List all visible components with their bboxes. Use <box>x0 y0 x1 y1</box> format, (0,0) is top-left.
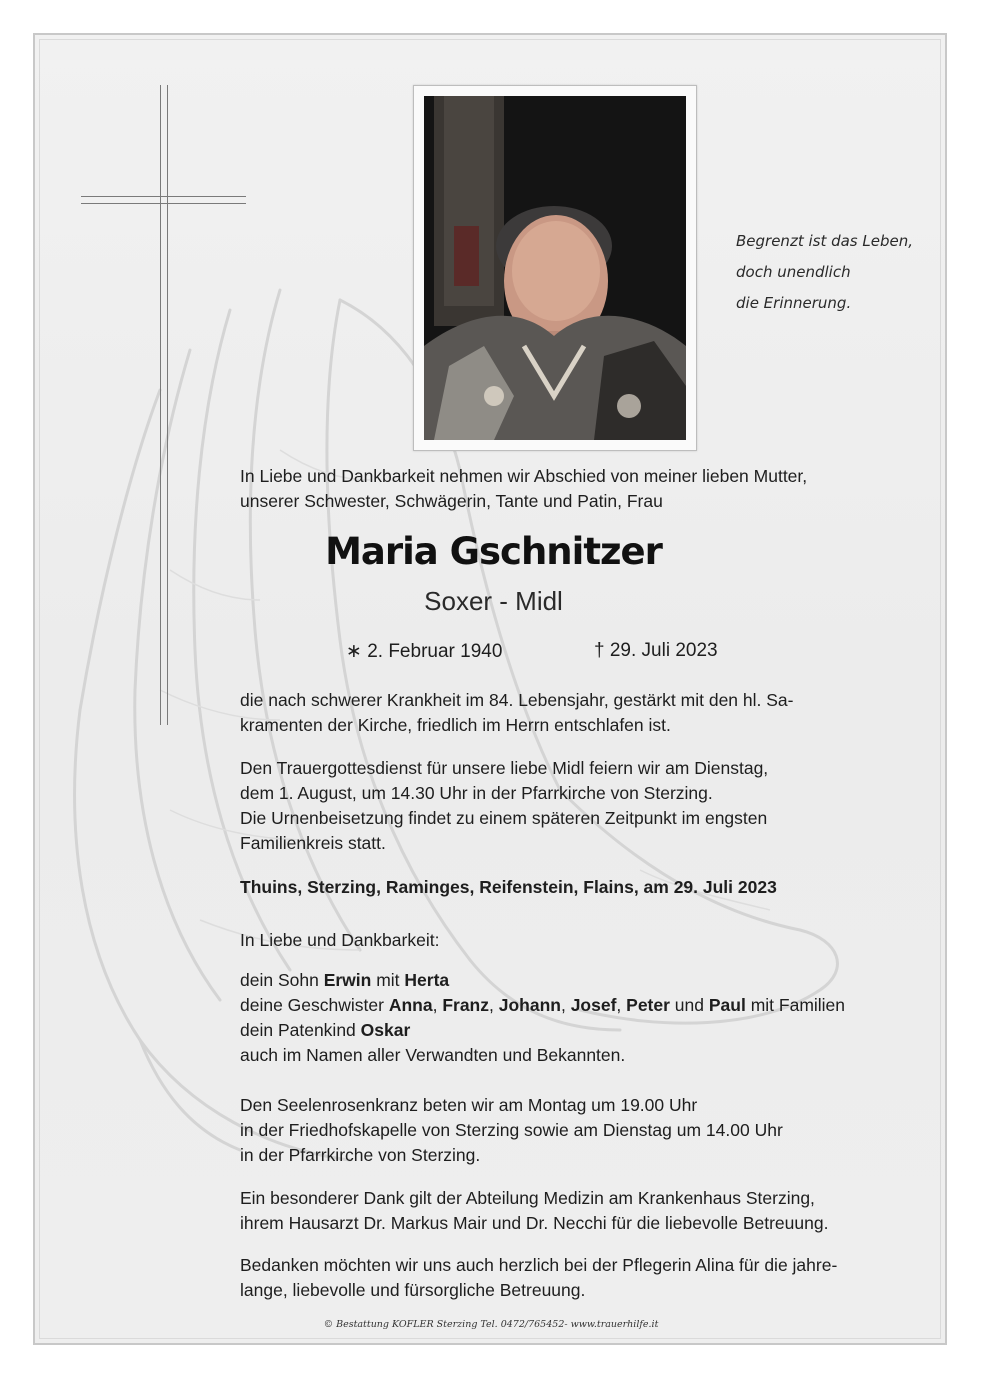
service-line: Familienkreis statt. <box>240 833 386 853</box>
mourners-list <box>240 928 920 1068</box>
sibling-name: Peter <box>626 995 670 1015</box>
mourners-heading: In Liebe und Dankbarkeit: <box>240 930 440 950</box>
rosary-text <box>240 1093 920 1168</box>
sibling-name: Johann <box>498 995 561 1015</box>
memorial-quote <box>736 226 936 319</box>
sibling-name: Paul <box>708 995 746 1015</box>
service-text <box>240 756 920 856</box>
service-line: Den Trauergottesdienst für unsere liebe Midl feiern wir am Dienstag, <box>240 758 769 778</box>
separator: , <box>616 995 627 1015</box>
son-partner-name: Herta <box>404 970 450 990</box>
cross-vertical-line <box>167 85 168 725</box>
thanks-hospital-text <box>240 1186 920 1236</box>
intro-text <box>240 464 920 514</box>
intro-line: In Liebe und Dankbarkeit nehmen wir Abschied von meiner lieben Mutter, <box>240 466 808 486</box>
rosary-line: in der Pfarrkirche von Sterzing. <box>240 1145 481 1165</box>
service-line: dem 1. August, um 14.30 Uhr in der Pfarrkirche von Sterzing. <box>240 783 713 803</box>
rosary-line: Den Seelenrosenkranz beten wir am Montag um 19.00 Uhr <box>240 1095 698 1115</box>
thanks-line: Bedanken möchten wir uns auch herzlich bei der Pflegerin Alina für die jahre- <box>240 1255 838 1275</box>
deceased-name: Maria Gschnitzer <box>325 530 662 573</box>
sibling-name: Josef <box>570 995 617 1015</box>
conjunction: mit <box>371 970 405 990</box>
separator: , <box>432 995 443 1015</box>
son-name: Erwin <box>323 970 372 990</box>
son-prefix: dein Sohn <box>240 970 324 990</box>
deceased-nickname: Soxer - Midl <box>424 586 563 616</box>
rosary-line: in der Friedhofskapelle von Sterzing sowie am Dienstag um 14.00 Uhr <box>240 1120 783 1140</box>
godchild-name: Oskar <box>360 1020 411 1040</box>
death-date: † 29. Juli 2023 <box>594 640 718 661</box>
separator: , <box>489 995 499 1015</box>
cross-vertical-line <box>160 85 161 725</box>
quote-line: Begrenzt ist das Leben, <box>736 232 914 250</box>
portrait-frame <box>413 85 697 451</box>
passing-line: die nach schwerer Krankheit im 84. Lebensjahr, gestärkt mit den hl. Sa- <box>240 690 794 710</box>
sibling-name: Anna <box>388 995 433 1015</box>
mourner-line-godchild <box>240 1018 920 1043</box>
funeral-home-footer: © Bestattung KOFLER Sterzing Tel. 0472/765452- www.trauerhilfe.it <box>323 1319 659 1330</box>
godchild-prefix: dein Patenkind <box>240 1020 361 1040</box>
quote-line: doch unendlich <box>736 263 851 281</box>
quote-line: die Erinnerung. <box>736 294 852 312</box>
passing-text <box>240 688 920 738</box>
sibling-name: Franz <box>442 995 489 1015</box>
mourner-line-siblings <box>240 993 920 1018</box>
thanks-caregiver-text <box>240 1253 920 1303</box>
place-and-date: Thuins, Sterzing, Raminges, Reifenstein, Flains, am 29. Juli 2023 <box>240 877 777 897</box>
separator: , <box>560 995 571 1015</box>
conjunction: und <box>669 995 709 1015</box>
cross-horizontal-line <box>81 203 246 204</box>
passing-line: kramenten der Kirche, friedlich im Herrn entschlafen ist. <box>240 715 671 735</box>
portrait-photo <box>424 96 686 440</box>
thanks-line: ihrem Hausarzt Dr. Markus Mair und Dr. Necchi für die liebevolle Betreuung. <box>240 1213 829 1233</box>
siblings-suffix: mit Familien <box>745 995 846 1015</box>
mourner-line-relatives: auch im Namen aller Verwandten und Bekannten. <box>240 1045 626 1065</box>
intro-line: unserer Schwester, Schwägerin, Tante und Patin, Frau <box>240 491 663 511</box>
siblings-prefix: deine Geschwister <box>240 995 389 1015</box>
cross-horizontal-line <box>81 196 246 197</box>
mourner-line-son <box>240 968 920 993</box>
birth-date: ∗ 2. Februar 1940 <box>346 641 503 662</box>
thanks-line: lange, liebevolle und fürsorgliche Betreuung. <box>240 1280 586 1300</box>
thanks-line: Ein besonderer Dank gilt der Abteilung Medizin am Krankenhaus Sterzing, <box>240 1188 815 1208</box>
service-line: Die Urnenbeisetzung findet zu einem späteren Zeitpunkt im engsten <box>240 808 768 828</box>
